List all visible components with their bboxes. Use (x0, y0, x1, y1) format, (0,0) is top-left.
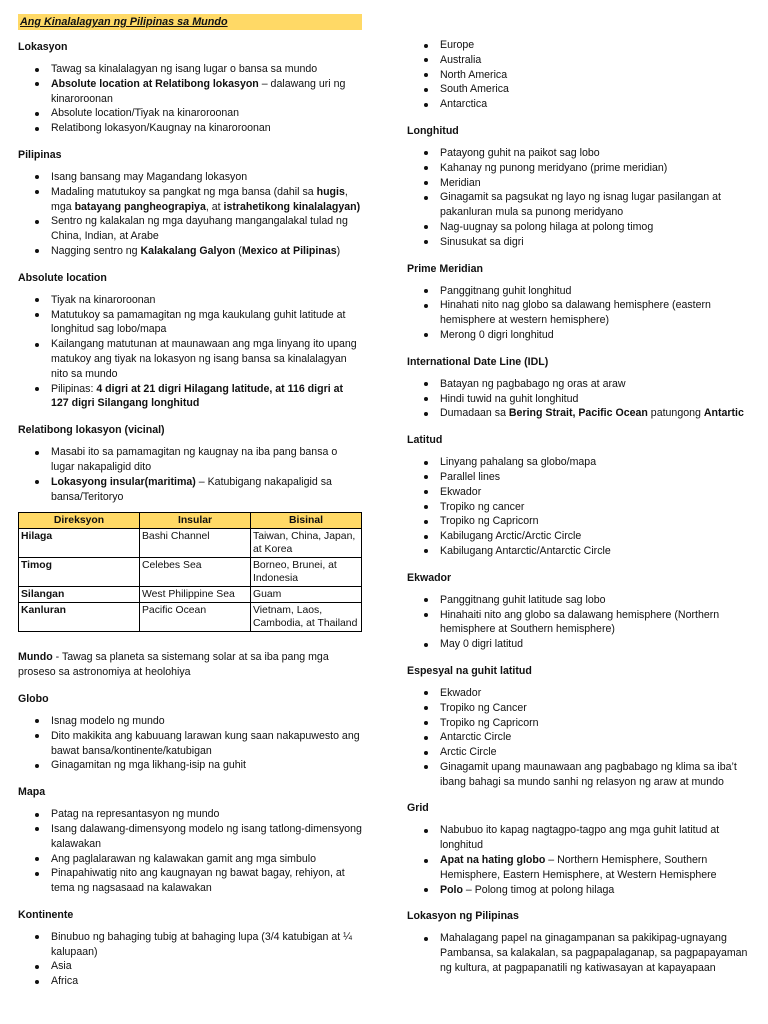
heading-absolute-location: Absolute location (18, 271, 107, 284)
list-espesyal-na-guhit (407, 686, 751, 790)
list-item: Polo – Polong timog at polong hilaga (407, 883, 751, 898)
list-item: Tropiko ng Cancer (407, 701, 751, 716)
left-column (18, 14, 362, 1001)
table-cell: Kanluran (19, 603, 140, 632)
list-item: Parallel lines (407, 470, 751, 485)
list-item: Australia (407, 53, 751, 68)
right-column (407, 38, 751, 988)
list-item: Isnag modelo ng mundo (18, 714, 362, 729)
list-item: Madaling matutukoy sa pangkat ng mga bansa (dahil sa hugis, mga batayang pangheograpiya, at istrahetikong kinalalagyan) (18, 185, 362, 215)
list-item: Nagging sentro ng Kalakalang Galyon (Mexico at Pilipinas) (18, 244, 362, 259)
table-cell: Vietnam, Laos, Cambodia, at Thailand (251, 603, 362, 632)
list-item: Binubuo ng bahaging tubig at bahaging lupa (3/4 katubigan at ¼ kalupaan) (18, 930, 362, 960)
list-item: Merong 0 digri longhitud (407, 328, 751, 343)
heading-pilipinas: Pilipinas (18, 148, 62, 161)
list-relatibong-lokasyon (18, 445, 362, 504)
heading-mapa: Mapa (18, 786, 46, 799)
list-item: Relatibong lokasyon/Kaugnay na kinaroroonan (18, 121, 362, 136)
list-item: Sinusukat sa digri (407, 235, 751, 250)
column-header: Direksyon (19, 513, 140, 529)
list-international-date-line (407, 377, 751, 421)
list-item: Kabilugang Antarctic/Antarctic Circle (407, 544, 751, 559)
list-prime-meridian (407, 284, 751, 343)
list-absolute-location (18, 293, 362, 411)
list-item: Antarctic Circle (407, 730, 751, 745)
table-row (19, 529, 362, 558)
list-item: Ekwador (407, 485, 751, 500)
table-cell: Hilaga (19, 529, 140, 558)
table-row (19, 587, 362, 603)
list-item: Dito makikita ang kabuuang larawan kung saan nakapuwesto ang bawat bansa/kontinente/katubigan (18, 729, 362, 759)
table-cell: Borneo, Brunei, at Indonesia (251, 558, 362, 587)
list-lokasyon-ng-pilipinas (407, 931, 751, 975)
list-item: Hinahati nito nag globo sa dalawang hemisphere (eastern hemisphere at western hemisphere) (407, 298, 751, 328)
list-item: Tawag sa kinalalagyan ng isang lugar o bansa sa mundo (18, 62, 362, 77)
list-latitud (407, 455, 751, 559)
list-item: Tropiko ng Capricorn (407, 716, 751, 731)
list-item: Masabi ito sa pamamagitan ng kaugnay na iba pang bansa o lugar nakapaligid dito (18, 445, 362, 475)
direction-table (18, 512, 362, 632)
table-cell: Taiwan, China, Japan, at Korea (251, 529, 362, 558)
table-row (19, 558, 362, 587)
heading-kontinente: Kontinente (18, 908, 74, 921)
table-row (19, 603, 362, 632)
list-item: Africa (18, 974, 362, 989)
list-item: Lokasyong insular(maritima) – Katubigang nakapaligid sa bansa/Teritoryo (18, 475, 362, 505)
list-ekwador (407, 593, 751, 652)
list-item: Linyang pahalang sa globo/mapa (407, 455, 751, 470)
list-item: Ang paglalarawan ng kalawakan gamit ang mga simbulo (18, 852, 362, 867)
table-header-row (19, 513, 362, 529)
list-item: Absolute location at Relatibong lokasyon – dalawang uri ng kinaroroonan (18, 77, 362, 107)
list-item: Matutukoy sa pamamagitan ng mga kaukulang guhit latitude at longhitud sag lobo/mapa (18, 308, 362, 338)
heading-international-date-line: International Date Line (IDL) (407, 355, 549, 368)
list-item: Isang dalawang-dimensyong modelo ng isang tatlong-dimensyong kalawakan (18, 822, 362, 852)
list-item: Nabubuo ito kapag nagtagpo-tagpo ang mga guhit latitud at longhitud (407, 823, 751, 853)
list-item: Ekwador (407, 686, 751, 701)
list-item: Panggitnang guhit longhitud (407, 284, 751, 299)
list-item: Kailangang matutunan at maunawaan ang mga linyang ito upang matukoy ang tiyak na lokasyon ng isang bansa sa kinalalagyan nito sa mundo (18, 337, 362, 381)
document-title: Ang Kinalalagyan ng Pilipinas sa Mundo (18, 14, 362, 30)
heading-ekwador: Ekwador (407, 571, 452, 584)
list-item: Mahalagang papel na ginagampanan sa pakikipag-ugnayang Pambansa, sa kalakalan, sa pagpapalaganap, sa pagpapayaman ng kultura, at pagpapanatili ng katiwasayan at kapayapaan (407, 931, 751, 975)
list-item: Absolute location/Tiyak na kinaroroonan (18, 106, 362, 121)
list-item: Patayong guhit na paikot sag lobo (407, 146, 751, 161)
table-cell: Silangan (19, 587, 140, 603)
list-item: Sentro ng kalakalan ng mga dayuhang mangangalakal tulad ng China, Indian, at Arabe (18, 214, 362, 244)
list-globo (18, 714, 362, 773)
list-item: North America (407, 68, 751, 83)
list-item: Meridian (407, 176, 751, 191)
heading-relatibong-lokasyon: Relatibong lokasyon (vicinal) (18, 424, 165, 437)
list-item: Tropiko ng cancer (407, 500, 751, 515)
column-header: Bisinal (251, 513, 362, 529)
list-item: Dumadaan sa Bering Strait, Pacific Ocean patungong Antartic (407, 406, 751, 421)
list-item: Apat na hating globo – Northern Hemisphere, Southern Hemisphere, Eastern Hemisphere, at Western Hemisphere (407, 853, 751, 883)
heading-globo: Globo (18, 692, 49, 705)
heading-lokasyon: Lokasyon (18, 41, 68, 53)
list-item: Panggitnang guhit latitude sag lobo (407, 593, 751, 608)
heading-espesyal-na-guhit: Espesyal na guhit latitud (407, 664, 532, 677)
list-item: Pilipinas: 4 digri at 21 digri Hilagang latitude, at 116 digri at 127 digri Silangang longhitud (18, 382, 362, 412)
list-continents (407, 38, 751, 112)
list-item: Patag na represantasyon ng mundo (18, 807, 362, 822)
list-item: Hindi tuwid na guhit longhitud (407, 392, 751, 407)
list-item: Nag-uugnay sa polong hilaga at polong timog (407, 220, 751, 235)
list-item: Arctic Circle (407, 745, 751, 760)
table-cell: Celebes Sea (140, 558, 251, 587)
list-lokasyon (18, 62, 362, 136)
list-item: Tiyak na kinaroroonan (18, 293, 362, 308)
table-cell: Guam (251, 587, 362, 603)
list-item: Pinapahiwatig nito ang kaugnayan ng bawat bagay, rehiyon, at tema ng nagsasaad na kalawakan (18, 866, 362, 896)
list-item: Tropiko ng Capricorn (407, 514, 751, 529)
column-header: Insular (140, 513, 251, 529)
heading-prime-meridian: Prime Meridian (407, 262, 483, 275)
list-item: Asia (18, 959, 362, 974)
list-item: Isang bansang may Magandang lokasyon (18, 170, 362, 185)
list-kontinente (18, 930, 362, 989)
table-cell: West Philippine Sea (140, 587, 251, 603)
list-item: Ginagamit sa pagsukat ng layo ng isnag lugar pasilangan at pakanluran mula sa punong meridyano (407, 190, 751, 220)
paragraph-mundo: Mundo - Tawag sa planeta sa sistemang solar at sa iba pang mga proseso sa astronomiya at heolohiya (18, 651, 329, 679)
list-item: Europe (407, 38, 751, 53)
list-pilipinas (18, 170, 362, 259)
list-item: Kahanay ng punong meridyano (prime meridian) (407, 161, 751, 176)
list-item: Kabilugang Arctic/Arctic Circle (407, 529, 751, 544)
table-cell: Pacific Ocean (140, 603, 251, 632)
list-item: Hinahaiti nito ang globo sa dalawang hemisphere (Northern hemisphere at Southern hemisphere) (407, 608, 751, 638)
list-item: South America (407, 82, 751, 97)
list-mapa (18, 807, 362, 896)
list-item: Batayan ng pagbabago ng oras at araw (407, 377, 751, 392)
list-item: Ginagamit upang maunawaan ang pagbabago ng klima sa iba’t ibang bahagi sa mundo sanhi ng relasyon ng araw at mundo (407, 760, 751, 790)
list-item: May 0 digri latitud (407, 637, 751, 652)
list-item: Antarctica (407, 97, 751, 112)
heading-grid: Grid (407, 802, 429, 815)
list-item: Ginagamitan ng mga likhang-isip na guhit (18, 758, 362, 773)
heading-longhitud: Longhitud (407, 124, 459, 137)
heading-latitud: Latitud (407, 434, 443, 447)
heading-lokasyon-ng-pilipinas: Lokasyon ng Pilipinas (407, 910, 519, 923)
list-longhitud (407, 146, 751, 250)
table-cell: Timog (19, 558, 140, 587)
table-cell: Bashi Channel (140, 529, 251, 558)
list-grid (407, 823, 751, 897)
